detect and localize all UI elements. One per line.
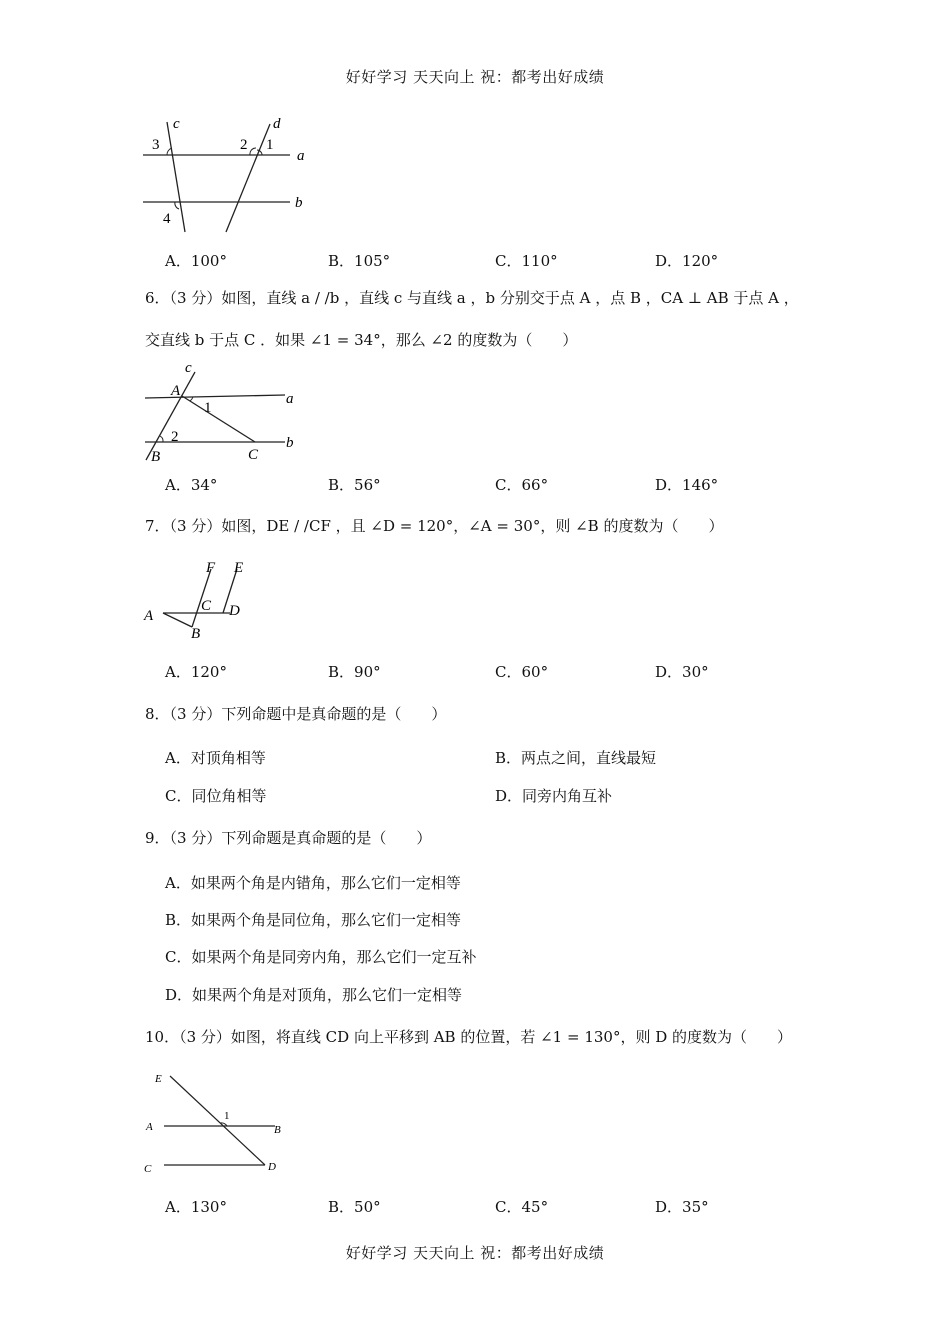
q5-option-a[interactable]: A．100° — [165, 252, 227, 270]
q9-text: 9．（3 分）下列命题是真命题的是（ ） — [145, 829, 432, 847]
line-d — [226, 124, 270, 232]
line-a — [145, 395, 285, 398]
figure-q6 — [140, 360, 310, 465]
q10-option-b[interactable]: B．50° — [328, 1198, 381, 1216]
segment-ac — [182, 396, 255, 442]
label-angle-2: 2 — [240, 137, 248, 153]
q6-text-line2: 交直线 b 于点 C ．如果 ∠1 = 34°，那么 ∠2 的度数为（ ） — [145, 331, 578, 349]
page-header: 好好学习 天天向上 祝：都考出好成绩 — [345, 68, 605, 86]
figure-q5 — [140, 112, 320, 237]
label-point-c: C — [144, 1163, 152, 1175]
line-ed — [170, 1076, 265, 1165]
label-b: b — [286, 435, 294, 451]
label-d: d — [273, 116, 281, 132]
q7-option-b[interactable]: B．90° — [328, 663, 381, 681]
q6-option-b[interactable]: B．56° — [328, 476, 381, 494]
q9-option-b[interactable]: B．如果两个角是同位角，那么它们一定相等 — [165, 911, 462, 929]
q6-option-d[interactable]: D．146° — [655, 476, 719, 494]
label-point-a: A — [171, 383, 181, 399]
q5-option-d[interactable]: D．120° — [655, 252, 719, 270]
label-c: c — [173, 116, 180, 132]
label-point-b: B — [151, 449, 161, 465]
q6-text-line1: 6．（3 分）如图，直线 a / /b ，直线 c 与直线 a ，b 分别交于点 A ，点 B ，CA ⊥ AB 于点 A ， — [145, 289, 799, 307]
q10-option-c[interactable]: C．45° — [495, 1198, 549, 1216]
label-point-a: A — [144, 608, 154, 624]
q7-option-c[interactable]: C．60° — [495, 663, 549, 681]
page-footer: 好好学习 天天向上 祝：都考出好成绩 — [345, 1244, 605, 1262]
segment-ab — [163, 613, 192, 627]
label-angle-1: 1 — [266, 137, 274, 153]
q8-option-d[interactable]: D．同旁内角互补 — [495, 787, 613, 805]
q10-text: 10．（3 分）如图，将直线 CD 向上平移到 AB 的位置，若 ∠1 = 130°，则 D 的度数为（ ） — [145, 1028, 793, 1046]
q8-option-a[interactable]: A．对顶角相等 — [165, 749, 266, 767]
label-angle-1: 1 — [224, 1110, 230, 1122]
label-point-b: B — [191, 626, 201, 642]
label-a: a — [286, 391, 294, 407]
label-point-e: E — [234, 560, 244, 576]
q7-text: 7．（3 分）如图，DE / /CF ，且 ∠D = 120°，∠A = 30°，则 ∠B 的度数为（ ） — [145, 517, 724, 535]
label-point-b: B — [274, 1124, 281, 1136]
q6-option-a[interactable]: A．34° — [165, 476, 218, 494]
label-point-c: C — [248, 447, 259, 463]
label-point-a: A — [146, 1121, 153, 1133]
q8-text: 8．（3 分）下列命题中是真命题的是（ ） — [145, 705, 447, 723]
q10-option-d[interactable]: D．35° — [655, 1198, 709, 1216]
label-angle-1: 1 — [204, 400, 212, 416]
q5-option-b[interactable]: B．105° — [328, 252, 391, 270]
label-point-e: E — [155, 1073, 162, 1085]
label-c: c — [185, 360, 192, 376]
q9-option-c[interactable]: C．如果两个角是同旁内角，那么它们一定互补 — [165, 948, 477, 966]
label-angle-4: 4 — [163, 211, 171, 227]
figure-q7 — [140, 555, 260, 645]
q9-option-a[interactable]: A．如果两个角是内错角，那么它们一定相等 — [165, 874, 461, 892]
q10-option-a[interactable]: A．130° — [165, 1198, 227, 1216]
label-angle-3: 3 — [152, 137, 160, 153]
figure-q10 — [140, 1068, 290, 1178]
q7-option-d[interactable]: D．30° — [655, 663, 709, 681]
q9-option-d[interactable]: D．如果两个角是对顶角，那么它们一定相等 — [165, 986, 463, 1004]
q8-option-c[interactable]: C．同位角相等 — [165, 787, 267, 805]
label-point-d: D — [268, 1161, 276, 1173]
label-a: a — [297, 148, 305, 164]
label-b: b — [295, 195, 303, 211]
q8-option-b[interactable]: B．两点之间，直线最短 — [495, 749, 657, 767]
q7-option-a[interactable]: A．120° — [165, 663, 227, 681]
label-point-f: F — [206, 560, 216, 576]
q6-option-c[interactable]: C．66° — [495, 476, 549, 494]
q5-option-c[interactable]: C．110° — [495, 252, 558, 270]
label-point-d: D — [229, 603, 240, 619]
label-angle-2: 2 — [171, 429, 179, 445]
label-point-c: C — [201, 598, 212, 614]
